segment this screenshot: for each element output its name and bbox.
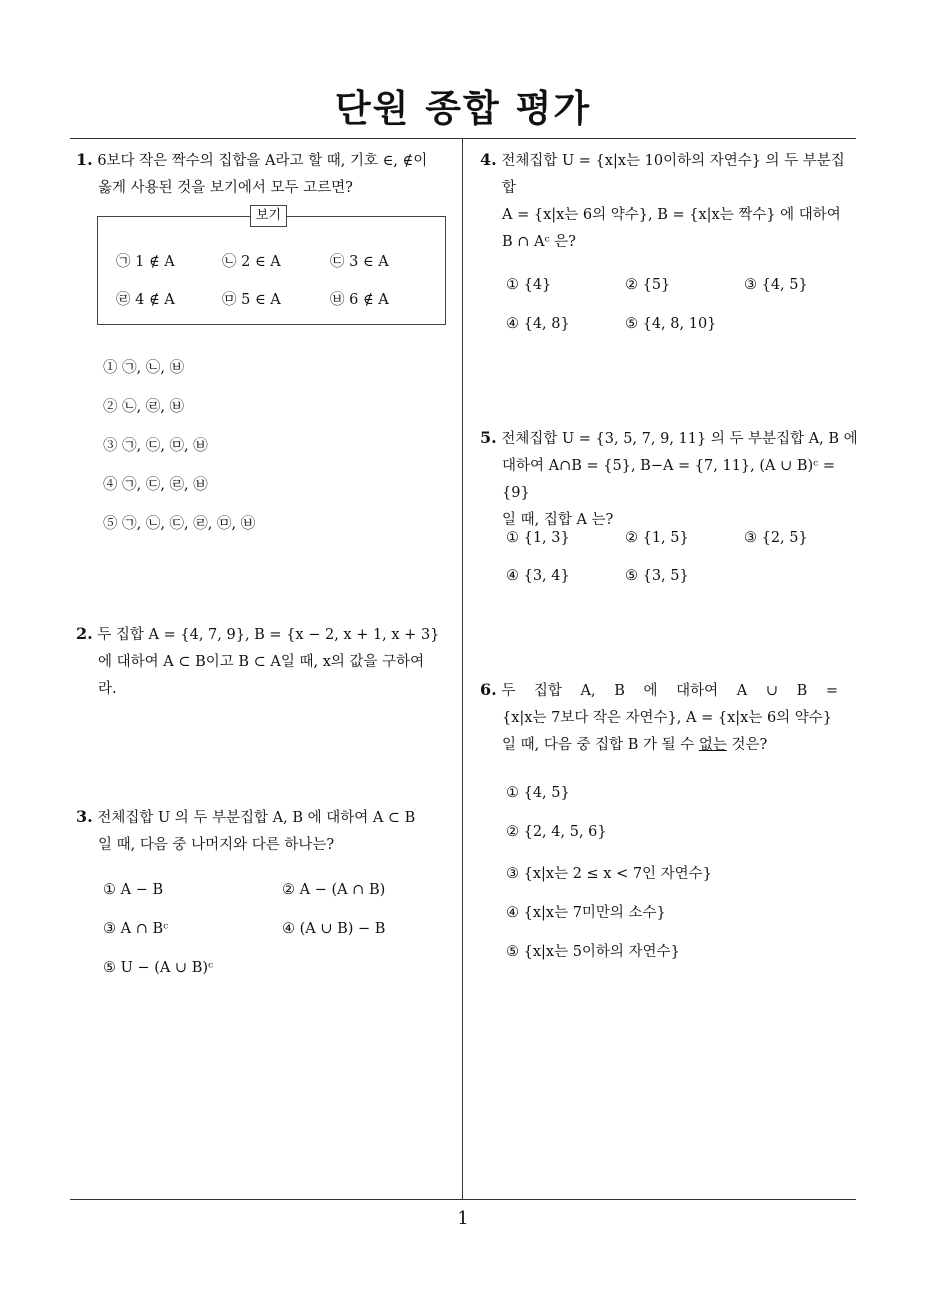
q3-option-2[interactable]: ② A − (A ∩ B) [282,882,386,898]
question-2-text-2: 에 대하여 A ⊂ B이고 B ⊂ A일 때, x의 값을 구하여 [98,654,425,670]
question-3 [76,803,456,859]
question-6 [480,676,858,759]
question-5-number: 5. [480,428,497,447]
q1-option-5[interactable]: ⑤ ㉠, ㉡, ㉢, ㉣, ㉤, ㉥ [103,516,256,532]
question-2-line-1 [76,620,456,649]
q4-option-3[interactable]: ③ {4, 5} [744,277,808,293]
q6-option-3[interactable]: ③ {x|x는 2 ≤ x < 7인 자연수} [506,866,712,882]
question-1-number: 1. [76,150,93,169]
example-item-3: ㉢ 3 ∈ A [330,254,389,270]
example-item-4: ㉣ 4 ∉ A [116,292,175,308]
question-4 [480,146,860,256]
q1-option-2[interactable]: ② ㉡, ㉣, ㉥ [103,399,185,415]
q3-option-3[interactable]: ③ A ∩ Bᶜ [103,921,169,937]
question-5-text-1: 전체집합 U = {3, 5, 7, 9, 11} 의 두 부분집합 A, B 에 [501,431,858,447]
question-5-text-2: 대하여 A∩B = {5}, B−A = {7, 11}, (A ∪ B)ᶜ = {9} [502,458,835,501]
question-2 [76,620,456,703]
question-4-text-1: 전체집합 U = {x|x는 10이하의 자연수} 의 두 부분집 [501,153,845,169]
question-6-line-1 [480,676,858,705]
q5-option-1[interactable]: ① {1, 3} [506,530,570,546]
q6-option-4[interactable]: ④ {x|x는 7미만의 소수} [506,905,666,921]
question-4-line-1 [480,146,860,175]
q3-option-4[interactable]: ④ (A ∪ B) − B [282,921,386,937]
question-4-text-2: 합 [502,180,517,196]
bottom-rule [70,1199,856,1200]
example-box-label: 보기 [250,205,287,227]
q6-option-5[interactable]: ⑤ {x|x는 5이하의 자연수} [506,944,680,960]
question-1 [76,146,456,202]
question-4-number: 4. [480,150,497,169]
q5-option-5[interactable]: ⑤ {3, 5} [625,568,689,584]
question-6-text-3b: 것은? [726,737,768,753]
question-3-text-2: 일 때, 다음 중 나머지와 다른 하나는? [98,837,335,853]
question-3-line-1 [76,803,456,832]
q4-option-4[interactable]: ④ {4, 8} [506,316,570,332]
question-4-text-4: B ∩ Aᶜ 은? [502,234,576,250]
q1-option-4[interactable]: ④ ㉠, ㉢, ㉣, ㉥ [103,477,208,493]
question-1-text-1: 6보다 작은 짝수의 집합을 A라고 할 때, 기호 ∈, ∉이 [97,153,428,169]
question-4-text-3: A = {x|x는 6의 약수}, B = {x|x는 짝수} 에 대하여 [502,207,841,223]
q4-option-5[interactable]: ⑤ {4, 8, 10} [625,316,717,332]
question-1-text-2: 옳게 사용된 것을 보기에서 모두 고르면? [98,180,353,196]
q3-option-5[interactable]: ⑤ U − (A ∪ B)ᶜ [103,960,214,976]
question-2-text-3: 라. [98,681,117,697]
q6-option-1[interactable]: ① {4, 5} [506,785,570,801]
question-5-text-3: 일 때, 집합 A 는? [502,512,614,528]
q6-option-2[interactable]: ② {2, 4, 5, 6} [506,824,607,840]
q5-option-2[interactable]: ② {1, 5} [625,530,689,546]
question-2-number: 2. [76,624,93,643]
question-6-emphasis: 없는 [698,737,727,753]
question-6-text-2: {x|x는 7보다 작은 자연수}, A = {x|x는 6의 약수} [502,710,833,726]
top-rule [70,138,856,139]
q1-option-1[interactable]: ① ㉠, ㉡, ㉥ [103,360,185,376]
column-divider [462,139,463,1199]
question-6-line-3 [480,732,858,759]
question-6-number: 6. [480,680,497,699]
page-title: 단원 종합 평가 [334,87,592,130]
example-item-1: ㉠ 1 ∉ A [116,254,175,270]
question-5 [480,424,860,534]
example-item-2: ㉡ 2 ∈ A [222,254,281,270]
question-3-text-1: 전체집합 U 의 두 부분집합 A, B 에 대하여 A ⊂ B [97,810,416,826]
q4-option-2[interactable]: ② {5} [625,277,671,293]
question-6-text-1: 두 집합 A, B 에 대하여 A ∪ B = [501,683,839,699]
question-6-text-3a: 일 때, 다음 중 집합 B 가 될 수 [502,737,699,753]
q5-option-4[interactable]: ④ {3, 4} [506,568,570,584]
question-2-text-1: 두 집합 A = {4, 7, 9}, B = {x − 2, x + 1, x + 3} [97,627,440,643]
page-number: 1 [457,1208,469,1229]
question-3-number: 3. [76,807,93,826]
example-item-6: ㉥ 6 ∉ A [330,292,389,308]
question-5-line-1 [480,424,860,453]
q5-option-3[interactable]: ③ {2, 5} [744,530,808,546]
q1-option-3[interactable]: ③ ㉠, ㉢, ㉤, ㉥ [103,438,208,454]
q4-option-1[interactable]: ① {4} [506,277,552,293]
q3-option-1[interactable]: ① A − B [103,882,164,898]
example-item-5: ㉤ 5 ∈ A [222,292,281,308]
question-1-line-1 [76,146,456,175]
